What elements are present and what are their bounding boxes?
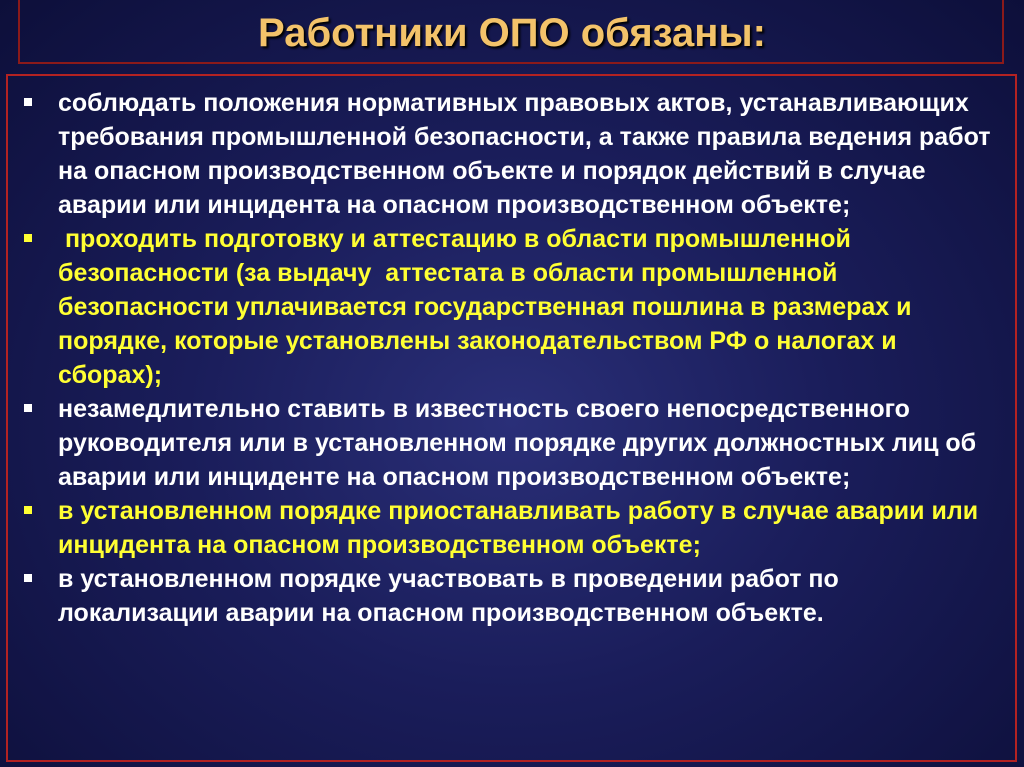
- slide-title: Работники ОПО обязаны:: [258, 11, 766, 55]
- bullet-item-localization-works: [20, 562, 995, 630]
- square-bullet-icon: [24, 506, 32, 514]
- bullet-item-report-accident: [20, 392, 995, 494]
- bullet-text: соблюдать положения нормативных правовых актов, устанавливающих требования промышленной безопасности, а также правила ведения работ на опасном производственном объекте и порядок действий в случае аварии или инцидента на опасном производственном объекте;: [58, 89, 991, 219]
- square-bullet-icon: [24, 574, 32, 582]
- bullet-item-suspend-work: [20, 494, 995, 562]
- bullet-item-comply-regulations: [20, 86, 995, 222]
- bullet-text: в установленном порядке приостанавливать работу в случае аварии или инцидента на опасном производственном объекте;: [58, 497, 979, 559]
- square-bullet-icon: [24, 404, 32, 412]
- square-bullet-icon: [24, 234, 32, 242]
- bullet-item-training-certification: [20, 222, 995, 392]
- bullet-text: незамедлительно ставить в известность своего непосредственного руководителя или в установленном порядке других должностных лиц об аварии или инциденте на опасном производственном объекте;: [58, 395, 977, 491]
- bullet-list: [20, 86, 995, 630]
- bullet-text: проходить подготовку и аттестацию в области промышленной безопасности (за выдачу аттестата в области промышленной безопасности уплачивается государственная пошлина в размерах и порядке, которые установлены законодательством РФ о налогах и сборах);: [58, 225, 919, 389]
- square-bullet-icon: [24, 98, 32, 106]
- bullet-text: в установленном порядке участвовать в проведении работ по локализации аварии на опасном производственном объекте.: [58, 565, 839, 627]
